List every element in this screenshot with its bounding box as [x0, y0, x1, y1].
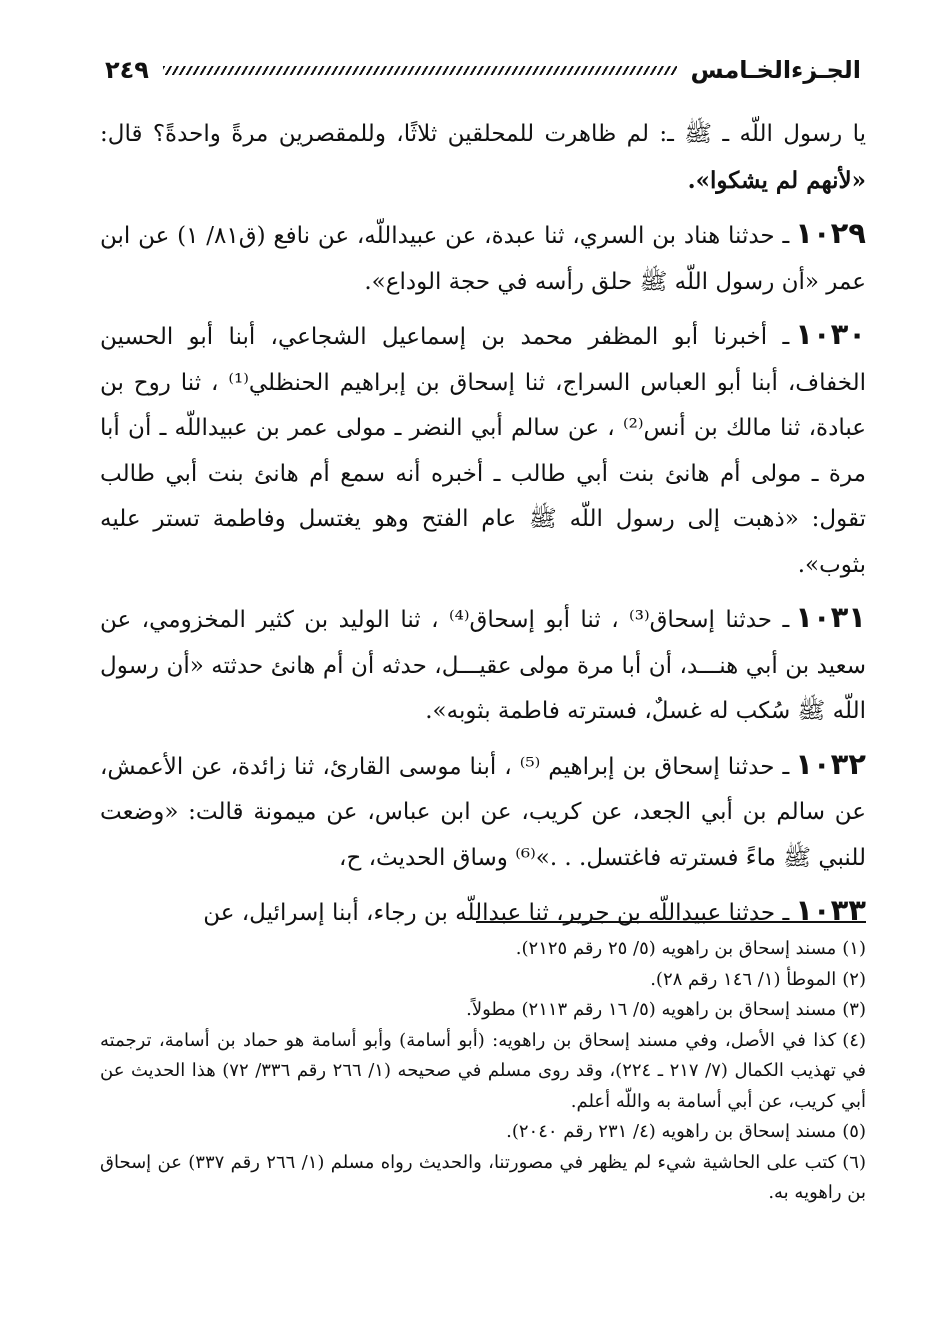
hadith-1030: [100, 312, 866, 588]
header-rule: [163, 66, 677, 75]
hadith-number: ١٠٣٢: [795, 746, 866, 781]
footnote: [100, 965, 866, 996]
footnote-number: (١): [842, 938, 866, 959]
footnote-number: (٣): [842, 999, 866, 1020]
page-number: ٢٤٩: [105, 56, 149, 84]
footnote-separator: [476, 921, 866, 923]
footnotes: [100, 934, 866, 1209]
hadith-1032: [100, 742, 866, 882]
footnote-number: (٦): [842, 1151, 866, 1173]
main-text: [100, 112, 866, 944]
footnote-text: الموطأ (١/ ١٤٦ رقم ٢٨).: [650, 968, 837, 990]
hadith-text: ـ حدثنا هناد بن السري، ثنا عبدة، عن عبيداللّه، عن نافع (ق٨١/ ١) عن ابن عمر «أن رسول اللّه ﷺ حلق رأسه في حجة الوداع».: [100, 223, 866, 295]
footnote-text: كتب على الحاشية شيء لم يظهر في مصورتنا، والحديث رواه مسلم (١/ ٢٦٦ رقم ٣٣٧) عن إسحاق بن راهويه به.: [100, 1151, 866, 1203]
footnote: [100, 1117, 866, 1148]
paragraph-text: يا رسول اللّه ـ ﷺ ـ: لم ظاهرت للمحلقين ثلاثًا، وللمقصرين مرةً واحدةً؟ قال:: [100, 121, 866, 147]
paragraph-continuation: [100, 112, 866, 204]
footnote-text: مسند إسحاق بن راهويه (٥/ ١٦ رقم ٢١١٣) مطولاً.: [466, 999, 837, 1020]
hadith-number: ١٠٣١: [795, 600, 866, 634]
quote-end: ».: [687, 166, 710, 194]
footnote-text: كذا في الأصل، وفي مسند إسحاق بن راهويه: (أبو أسامة) وأبو أسامة هو حماد بن أسامة، ترجمته في تهذيب الكمال (٧/ ٢١٧ ـ ٢٢٤)، وقد روى مسلم في صحيحه (١/ ٢٦٦ رقم ٣٣٦/ ٧٢) هذا الحديث عن أبي كريب، عن أبي أسامة به واللّه أعلم.: [100, 1029, 866, 1112]
footnote-number: (٢): [842, 968, 866, 990]
page-header: [105, 48, 861, 92]
hadith-text: ـ حدثنا عبيداللّه بن جرير، ثنا عبداللّه بن رجاء، أبنا إسرائيل، عن: [203, 900, 790, 926]
footnote-number: (٤): [842, 1029, 866, 1051]
footnote: [100, 995, 866, 1026]
hadith-1031: [100, 595, 866, 735]
hadith-text: ـ حدثنا إسحاق بن إبراهيم ⁽⁵⁾ ، أبنا موسى القارئ، ثنا زائدة، عن الأعمش، عن سالم بن أبي الجعد، عن كريب، عن ابن عباس، عن ميمونة قالت: «وضعت للنبي ﷺ ماءً فسترته فاغتسل. . .»⁽⁶⁾ وساق الحديث، ح،: [100, 753, 866, 871]
hadith-number: ١٠٢٩: [795, 216, 866, 250]
bold-quote: «لأنهم لم يشكوا: [709, 166, 866, 194]
hadith-1029: [100, 211, 866, 305]
hadith-number: ١٠٣٠: [795, 317, 866, 351]
hadith-text: ـ أخبرنا أبو المظفر محمد بن إسماعيل الشجاعي، أبنا أبو الحسين الخفاف، أبنا أبو العباس السراج، ثنا إسحاق بن إبراهيم الحنظلي⁽¹⁾ ، ثنا روح بن عبادة، ثنا مالك بن أنس⁽²⁾ ، عن سالم أبي النضر ـ مولى عمر بن عبيداللّه ـ أن أبا مرة ـ مولى أم هانئ بنت أبي طالب ـ أخبره أنه سمع أم هانئ بنت أبي طالب تقول: «ذهبت إلى رسول اللّه ﷺ عام الفتح وهو يغتسل وفاطمة تستر عليه بثوب».: [100, 324, 866, 578]
hadith-number: ١٠٣٣: [795, 893, 866, 927]
footnote-text: مسند إسحاق بن راهويه (٤/ ٢٣١ رقم ٢٠٤٠).: [506, 1121, 837, 1142]
footnote: [100, 1148, 866, 1209]
footnote: [100, 934, 866, 965]
hadith-1033: [100, 888, 866, 937]
running-title: الجـزءالخـامس: [690, 56, 861, 84]
footnote: [100, 1026, 866, 1118]
hadith-text: ـ حدثنا إسحاق⁽³⁾ ، ثنا أبو إسحاق⁽⁴⁾ ، ثنا الوليد بن كثير المخزومي، عن سعيد بن أبي هنـــد، أن أبا مرة مولى عقيـــل، حدثه أن أم هانئ حدثته «أن رسول اللّه ﷺ سُكب له غسلٌ، فسترته فاطمة بثوبه».: [100, 607, 866, 724]
footnote-number: (٥): [842, 1121, 866, 1142]
footnote-text: مسند إسحاق بن راهويه (٥/ ٢٥ رقم ٢١٢٥).: [515, 938, 837, 959]
